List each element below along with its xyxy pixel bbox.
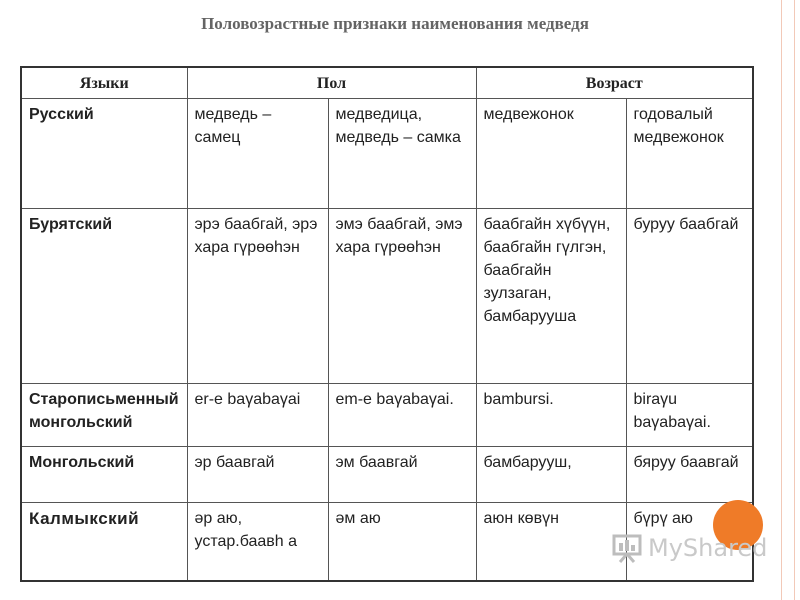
cub-cell: баабгайн хүбүүн, баабгайн гүлгэн, баабгайн зулзаган, бамбаруушa (476, 209, 626, 384)
yearling-cell: бүрү аю (626, 503, 753, 581)
cub-cell: bambursi. (476, 384, 626, 447)
male-cell: эрэ баабгай, эрэ хара гүрөөhэн (187, 209, 328, 384)
header-sex: Пол (187, 67, 476, 99)
female-cell: эмэ баабгай, эмэ хара гүрөөhэн (328, 209, 476, 384)
slide-border (781, 0, 795, 600)
yearling-cell: буруу баабгай (626, 209, 753, 384)
male-cell: эр баавгай (187, 447, 328, 503)
lang-cell: Монгольский (21, 447, 187, 503)
logo-text: MyShared (648, 534, 768, 562)
table-row (21, 384, 753, 447)
male-cell: медведь – самец (187, 99, 328, 209)
header-age: Возраст (476, 67, 753, 99)
cub-cell: аюн көвүн (476, 503, 626, 581)
yearling-cell: годовалый медвежонок (626, 99, 753, 209)
cub-cell: бамбарууш, (476, 447, 626, 503)
lang-cell: Калмыкский (21, 503, 187, 581)
male-cell: әр аю, устар.баавh а (187, 503, 328, 581)
bear-names-table (20, 66, 754, 582)
lang-cell: Бурятский (21, 209, 187, 384)
female-cell: эм баавгай (328, 447, 476, 503)
myshared-logo[interactable] (608, 528, 788, 568)
header-languages: Языки (21, 67, 187, 99)
table-header-row (21, 67, 753, 99)
lang-cell: Старописьменный монгольский (21, 384, 187, 447)
male-cell: er-e baγabaγai (187, 384, 328, 447)
page-title: Половозрастные признаки наименования медведя (201, 14, 589, 33)
female-cell: медведица, медведь – самка (328, 99, 476, 209)
yearling-cell: biraγu baγabaγai. (626, 384, 753, 447)
table-row (21, 447, 753, 503)
yearling-cell: бяруу баавгай (626, 447, 753, 503)
presentation-board-icon (610, 530, 644, 564)
table-row (21, 99, 753, 209)
table-row (21, 209, 753, 384)
female-cell: әм аю (328, 503, 476, 581)
lang-cell: Русский (21, 99, 187, 209)
cub-cell: медвежонок (476, 99, 626, 209)
female-cell: em-e baγabaγai. (328, 384, 476, 447)
